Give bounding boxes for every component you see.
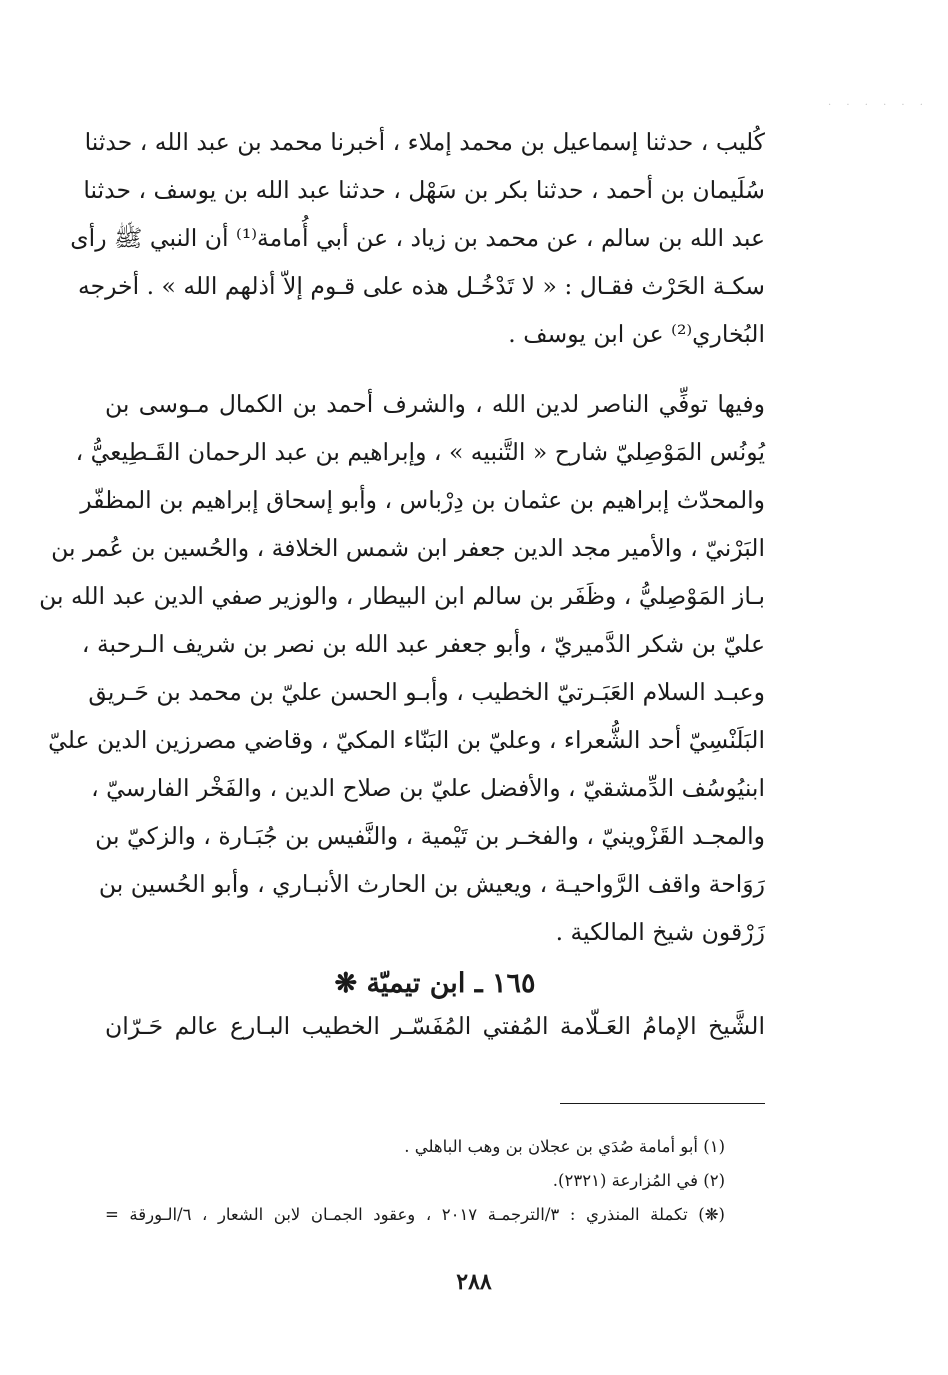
text-line: يُونُس المَوْصِليّ شارح « التَّنبيه » ، وإبراهيم بن عبد الرحمان القَـطِيعيُّ ، bbox=[75, 438, 765, 466]
text-line: عليّ بن شكر الدَّميريّ ، وأبو جعفر عبد الله بن نصر بن شريف الـرحبة ، bbox=[81, 630, 765, 658]
text-line: سكـة الحَرْث فقـال : « لا تَدْخُـل هذه على قـوم إلاّ أذلهم الله » . أخرجه bbox=[77, 272, 765, 300]
text-line: والمحدّث إبراهيم بن عثمان بن دِرْباس ، وأبو إسحاق إبراهيم بن المظفّر bbox=[80, 486, 765, 514]
text-line: زَرْقون شيخ المالكية . bbox=[555, 918, 765, 946]
footnotes bbox=[105, 1130, 725, 1232]
paragraph-deaths-list bbox=[39, 380, 765, 956]
text-line: بـاز المَوْصِليُّ ، وظَفَر بن سالم ابن البيطار ، والوزير صفي الدين عبد الله بن bbox=[39, 582, 765, 610]
text-line: ابنيُوسُف الدِّمشقيّ ، والأفضل عليّ بن صلاح الدين ، والفَخْر الفارسيّ ، bbox=[91, 774, 765, 802]
page-number: ٢٨٨ bbox=[456, 1269, 492, 1295]
text-line: كُليب ، حدثنا إسماعيل بن محمد إملاء ، أخبرنا محمد بن عبد الله ، حدثنا bbox=[84, 128, 765, 156]
text-line: البُخاري⁽²⁾ عن ابن يوسف . bbox=[508, 320, 765, 348]
footnote: (❋) تكملة المنذري : ٣/الترجمـة ٢٠١٧ ، وعقود الجمـان لابن الشعار ، ٦/الـورقة = bbox=[105, 1205, 725, 1224]
footnote: (١) أبو أمامة صُدَي بن عجلان بن وهب الباهلي . bbox=[404, 1137, 725, 1156]
text-line: والمجـد القَزْوينيّ ، والفخـر بن تَيْمية ، والنَّفيس بن جُبَـارة ، والزكيّ بن bbox=[95, 822, 765, 850]
footnote-separator bbox=[560, 1103, 765, 1104]
text-line: رَوَاحة واقف الرَّواحيـة ، ويعيش بن الحارث الأنبـاري ، وأبو الحُسين بن bbox=[98, 870, 765, 898]
biography-intro-line: الشَّيخ الإمامُ العَـلّامة المُفتي المُفَسّـر الخطيب البـارع عالم حَـرّان bbox=[105, 1012, 765, 1040]
section-heading: ١٦٥ ـ ابن تيميّة ❋ bbox=[334, 968, 536, 999]
text-line: البَلَنْسِيّ أحد الشُّعراء ، وعليّ بن البَنّاء المكيّ ، وقاضي مصرزين الدين عليّ bbox=[48, 726, 765, 754]
text-line: عبد الله بن سالم ، عن محمد بن زياد ، عن أبي أُمامة⁽¹⁾ أن النبي ﷺ رأى bbox=[70, 224, 765, 252]
paragraph-hadith-chain bbox=[70, 118, 765, 358]
text-line: سُلَيمان بن أحمد ، حدثنا بكر بن سَهْل ، حدثنا عبد الله بن يوسف ، حدثنا bbox=[83, 176, 765, 204]
text-line: البَرْنيّ ، والأمير مجد الدين جعفر ابن شمس الخلافة ، والحُسين بن عُمر بن bbox=[51, 534, 765, 562]
scan-margin-marks: · · · · · · bbox=[828, 100, 929, 111]
text-line: وفيها توفِّي الناصر لدين الله ، والشرف أحمد بن الكمال مـوسى بن bbox=[105, 390, 765, 418]
footnote: (٢) في المُزارعة (٢٣٢١). bbox=[552, 1171, 725, 1190]
text-line: وعبـد السلام العَبَـرتيّ الخطيب ، وأبـو الحسن عليّ بن محمد بن حَـريق bbox=[88, 678, 765, 706]
